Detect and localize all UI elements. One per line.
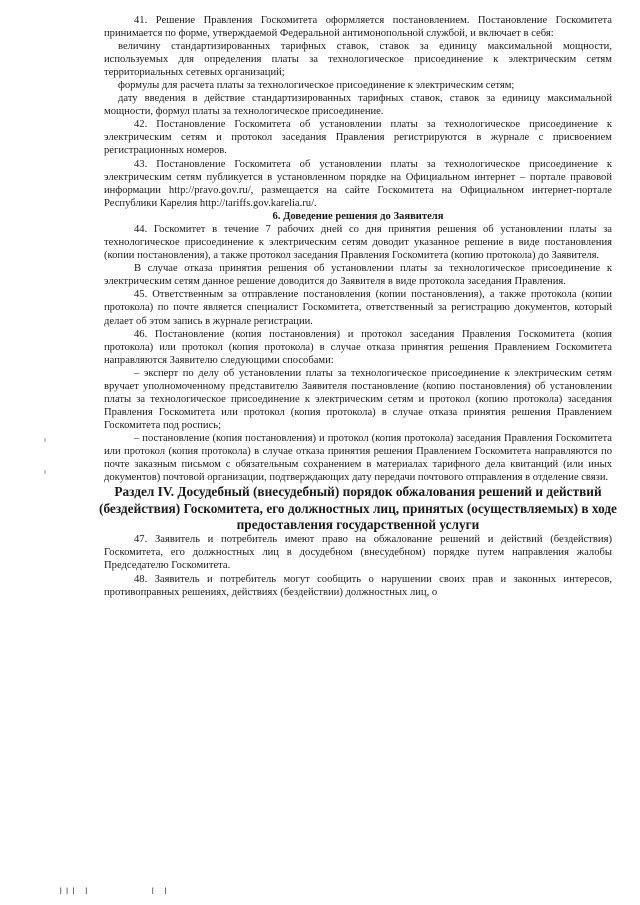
delivery-method-hand: – эксперт по делу об установлении платы за технологическое присоединение к электрическим сетям вручает уполномоченному представителю Заявителя постановление (копию постановления) об установлении платы за технологическое присоединение к электрическим сетям и протокол (копию протокола) заседания Правления Госкомитета или протокол (копия протокола) в случае отказа принятия решения Правлением Госкомитета под роспись; (104, 367, 612, 431)
paragraph-41: 41. Решение Правления Госкомитета оформляется постановлением. Постановление Госкомитета принимается по форме, утверждаемой Федеральной антимонопольной службой, и включает в себя: (104, 15, 612, 40)
delivery-method-mail: – постановление (копия постановления) и протокол (копия протокола) заседания Правления Госкомитета или протокол (копия протокола) в случае отказа принятия решения Правлением Госкомитета направляются по почте заказным письмом с обязательным сохранением в материалах тарифного дела квитанций (или иных документов) почтовой организации, подтверждающих дату передачи почтового отправления в отделение связи. (104, 432, 612, 484)
paragraph-44: 44. Госкомитет в течение 7 рабочих дней со дня принятия решения об установлении платы за технологическое присоединение к электрическим сетям доводит указанное решение в виде постановления (копии постановления), а также протокол заседания Правления Госкомитета (копию протокола) до Заявителя. (104, 224, 612, 262)
document-body (99, 14, 617, 599)
paragraph-refusal: В случае отказа принятия решения об установлении платы за технологическое присоединение к электрическим сетям данное решение доводится до Заявителя в виде протокола заседания Правления. (104, 263, 612, 288)
paragraph-47: 47. Заявитель и потребитель имеют право на обжалование решений и действий (бездействия) Госкомитета, его должностных лиц в досудебном (внесудебном) порядке путем направления жалобы Председателю Госкомитета. (104, 534, 612, 572)
scan-barcode-mark: ǀǀǀ ǀ (58, 887, 91, 897)
paragraph-46: 46. Постановление (копия постановления) и протокол заседания Правления Госкомитета (копия протокола) или протокол (копия протокола) в случае отказа принятия решения Правлением Госкомитета направляются Заявителю следующими способами: (104, 328, 612, 366)
paragraph-42: 42. Постановление Госкомитета об установлении платы за технологическое присоединение к электрическим сетям и протокол заседания Правления регистрируются в журнале с присвоением регистрационных номеров. (104, 119, 612, 157)
paragraph-48: 48. Заявитель и потребитель могут сообщить о нарушении своих прав и законных интересов, противоправных решениях, действиях (бездействии) должностных лиц, о (104, 573, 612, 598)
scan-artifact (44, 438, 46, 442)
scan-barcode-mark: ǀ ǀ (150, 887, 170, 897)
paragraph-43: 43. Постановление Госкомитета об установлении платы за технологическое присоединение к электрическим сетям публикуется в установленном порядке на Официальном интернет – портале правовой информации http://pravo.gov.ru/, размещается на сайте Госкомитета на Официальном интернет-портале Республики Карелия http://tariffs.gov.karelia.ru/. (104, 158, 612, 209)
section-heading-6: 6. Доведение решения до Заявителя (272, 210, 444, 222)
paragraph-45: 45. Ответственным за отправление постановления (копии постановления), а также протокола (копии протокола) по почте является специалист Госкомитета, ответственный за регистрацию документов, который делает об этом запись в журнале регистрации. (104, 289, 612, 327)
list-item: формулы для расчета платы за технологическое присоединение к электрическим сетям; (118, 80, 515, 92)
scan-artifact (44, 470, 46, 474)
list-item: дату введения в действие стандартизированных тарифных ставок, ставок за единицу максимальной мощности, формул платы за технологическое присоединение. (104, 93, 612, 118)
section-heading-iv: Раздел IV. Досудебный (внесудебный) порядок обжалования решений и действий (бездействия) Госкомитета, его должностных лиц, принятых (осуществляемых) в ходе предоставления государственной услуги (99, 484, 617, 532)
list-item: величину стандартизированных тарифных ставок, ставок за единицу максимальной мощности, используемых для определения платы за технологическое присоединение к электрическим сетям территориальных сетевых организаций; (104, 41, 612, 79)
